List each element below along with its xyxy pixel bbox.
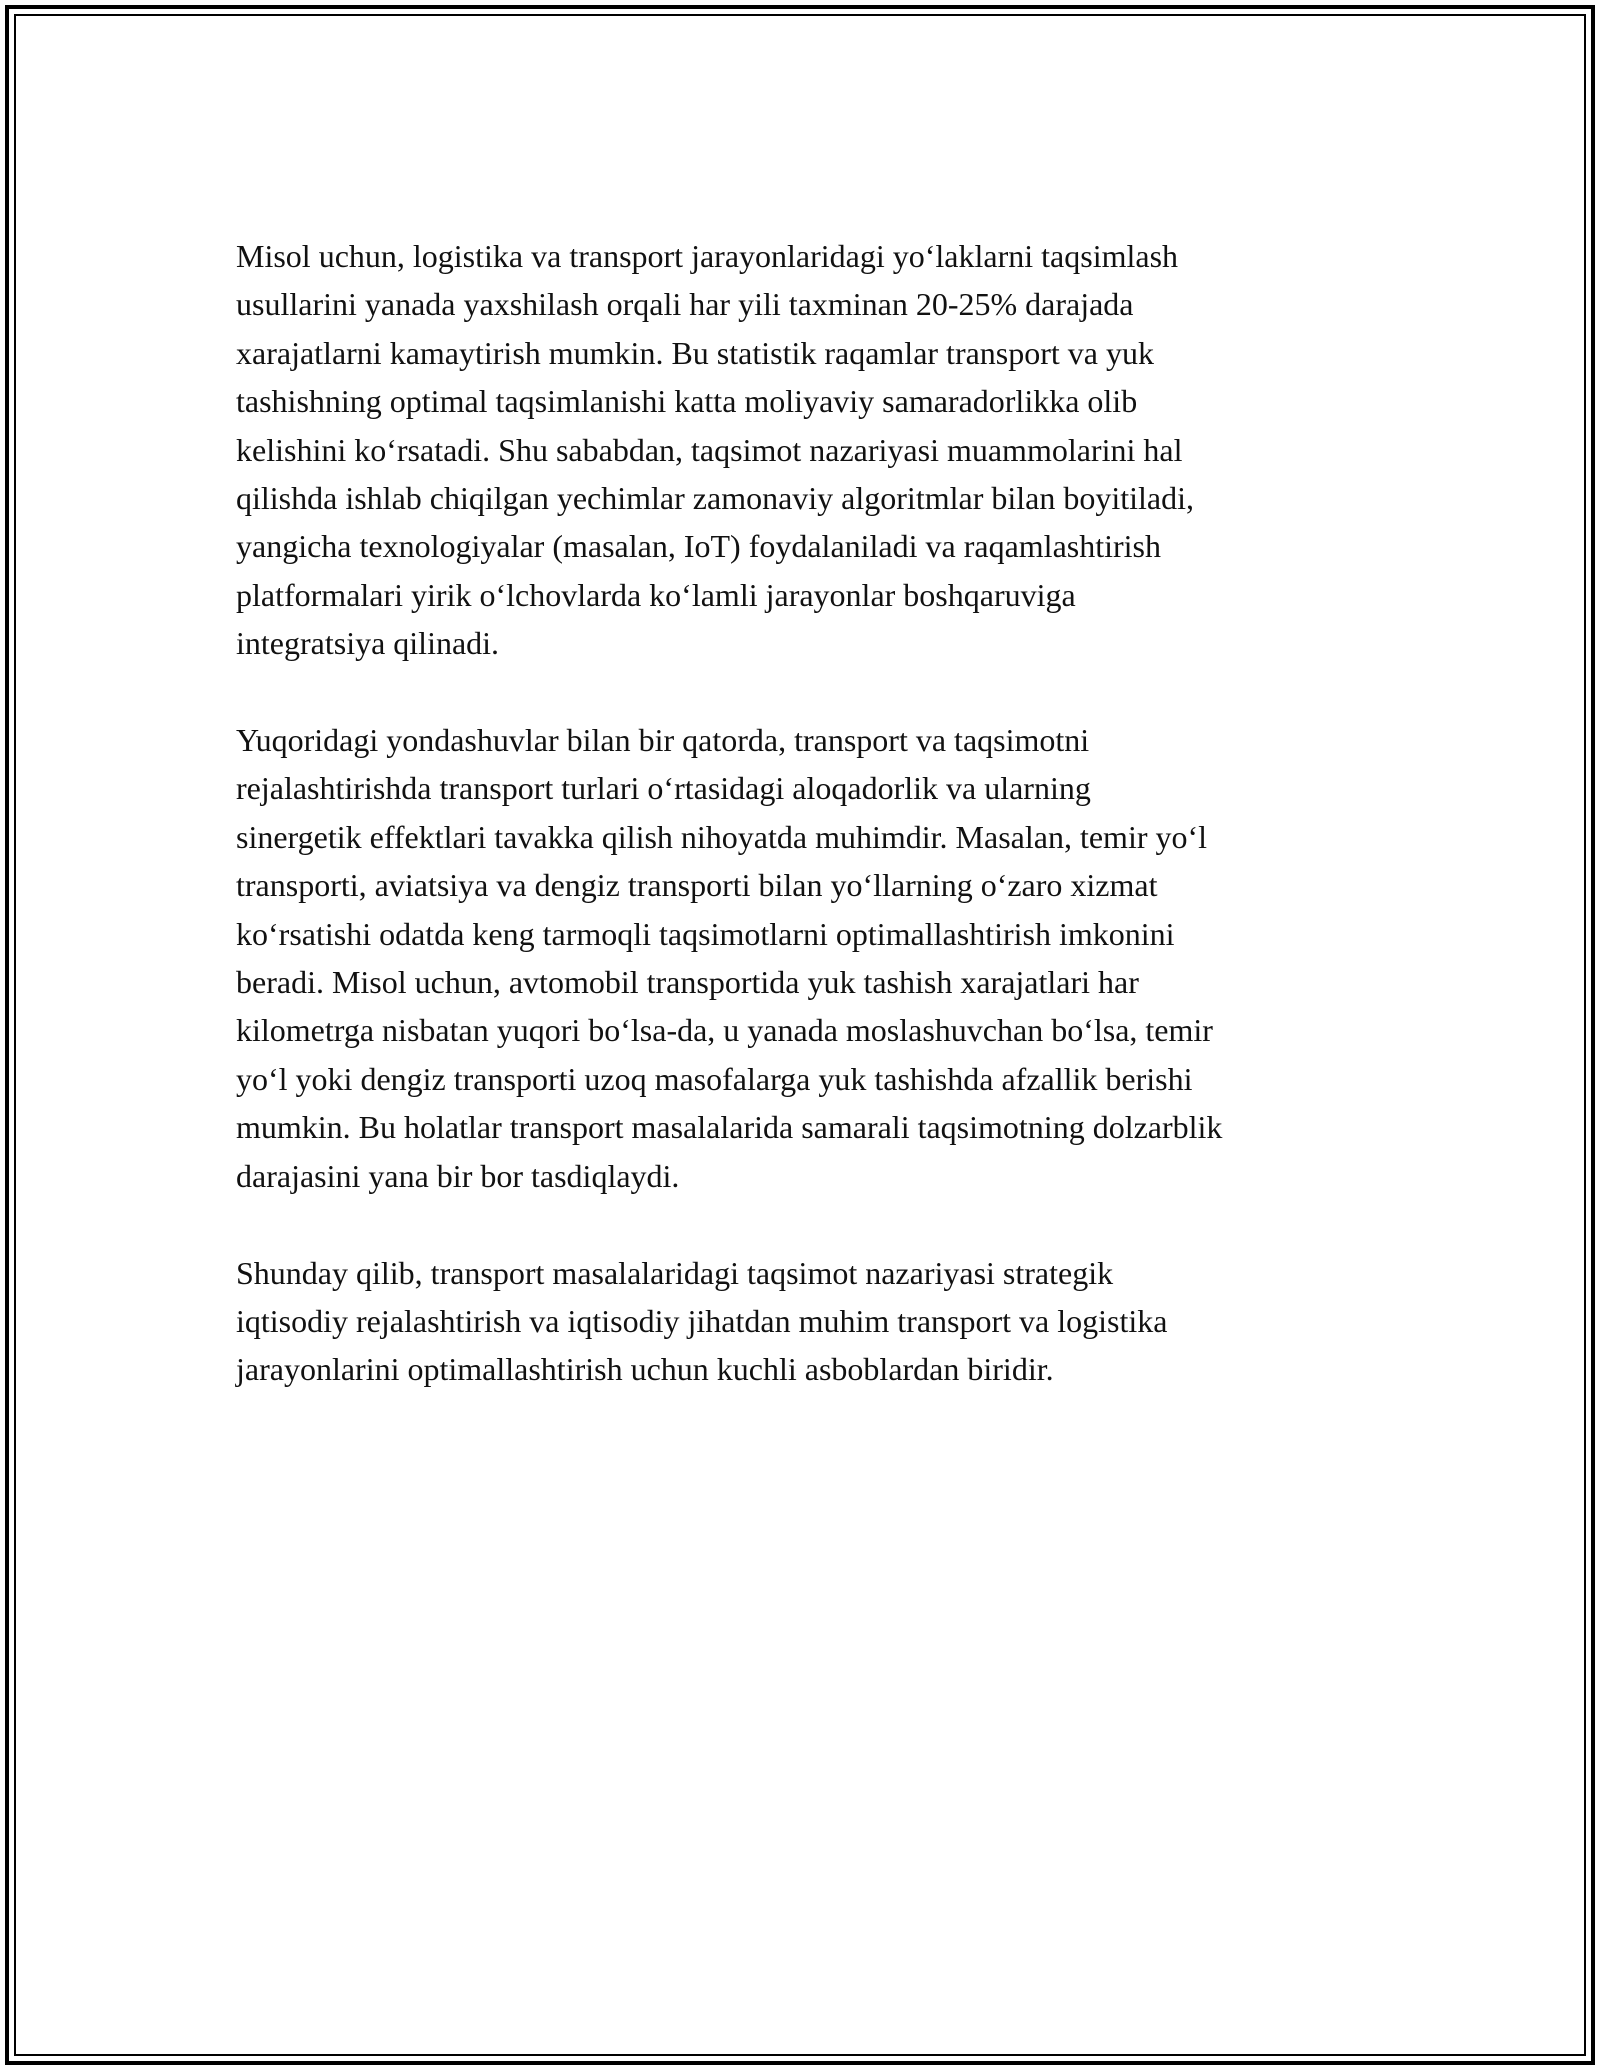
paragraph-line: darajasini yana bir bor tasdiqlaydi. — [236, 1157, 680, 1194]
paragraph-line: usullarini yanada yaxshilash orqali har yili taxminan 20-25% darajada — [236, 286, 1134, 323]
paragraph-line: platformalari yirik o‘lchovlarda ko‘lamli jarayonlar boshqaruviga — [236, 576, 1076, 613]
paragraph-line: iqtisodiy rejalashtirish va iqtisodiy jihatdan muhim transport va logistika — [236, 1302, 1168, 1339]
paragraph-line: Shunday qilib, transport masalalaridagi taqsimot nazariyasi strategik — [236, 1254, 1114, 1291]
paragraph-line: kilometrga nisbatan yuqori bo‘lsa-da, u yanada moslashuvchan bo‘lsa, temir — [236, 1012, 1213, 1049]
paragraph-line: Yuqoridagi yondashuvlar bilan bir qatorda, transport va taqsimotni — [236, 722, 1090, 759]
paragraph-line: kelishini ko‘rsatadi. Shu sababdan, taqsimot nazariyasi muammolarini hal — [236, 431, 1183, 468]
paragraph-1 — [236, 232, 1396, 668]
paragraph-line: xarajatlarni kamaytirish mumkin. Bu statistik raqamlar transport va yuk — [236, 334, 1154, 371]
paragraph-line: integratsiya qilinadi. — [236, 625, 500, 662]
paragraph-3 — [236, 1249, 1396, 1394]
paragraph-line: ko‘rsatishi odatda keng tarmoqli taqsimotlarni optimallashtirish imkonini — [236, 915, 1175, 952]
paragraph-line: tashishning optimal taqsimlanishi katta moliyaviy samaradorlikka olib — [236, 383, 1138, 420]
paragraph-line: yangicha texnologiyalar (masalan, IoT) foydalaniladi va raqamlashtirish — [236, 528, 1161, 565]
paragraph-line: jarayonlarini optimallashtirish uchun kuchli asboblardan biridir. — [236, 1351, 1054, 1388]
paragraph-line: rejalashtirishda transport turlari o‘rtasidagi aloqadorlik va ularning — [236, 770, 1091, 807]
paragraph-line: mumkin. Bu holatlar transport masalalarida samarali taqsimotning dolzarblik — [236, 1109, 1223, 1146]
paragraph-line: Misol uchun, logistika va transport jarayonlaridagi yo‘laklarni taqsimlash — [236, 238, 1179, 274]
paragraph-line: sinergetik effektlari tavakka qilish nihoyatda muhimdir. Masalan, temir yo‘l — [236, 818, 1208, 855]
paragraph-2 — [236, 716, 1396, 1200]
document-body — [236, 232, 1396, 1442]
paragraph-line: transporti, aviatsiya va dengiz transporti bilan yo‘llarning o‘zaro xizmat — [236, 867, 1158, 904]
paragraph-line: yo‘l yoki dengiz transporti uzoq masofalarga yuk tashishda afzallik berishi — [236, 1060, 1193, 1097]
paragraph-line: qilishda ishlab chiqilgan yechimlar zamonaviy algoritmlar bilan boyitiladi, — [236, 480, 1194, 517]
paragraph-line: beradi. Misol uchun, avtomobil transportida yuk tashish xarajatlari har — [236, 964, 1139, 1001]
